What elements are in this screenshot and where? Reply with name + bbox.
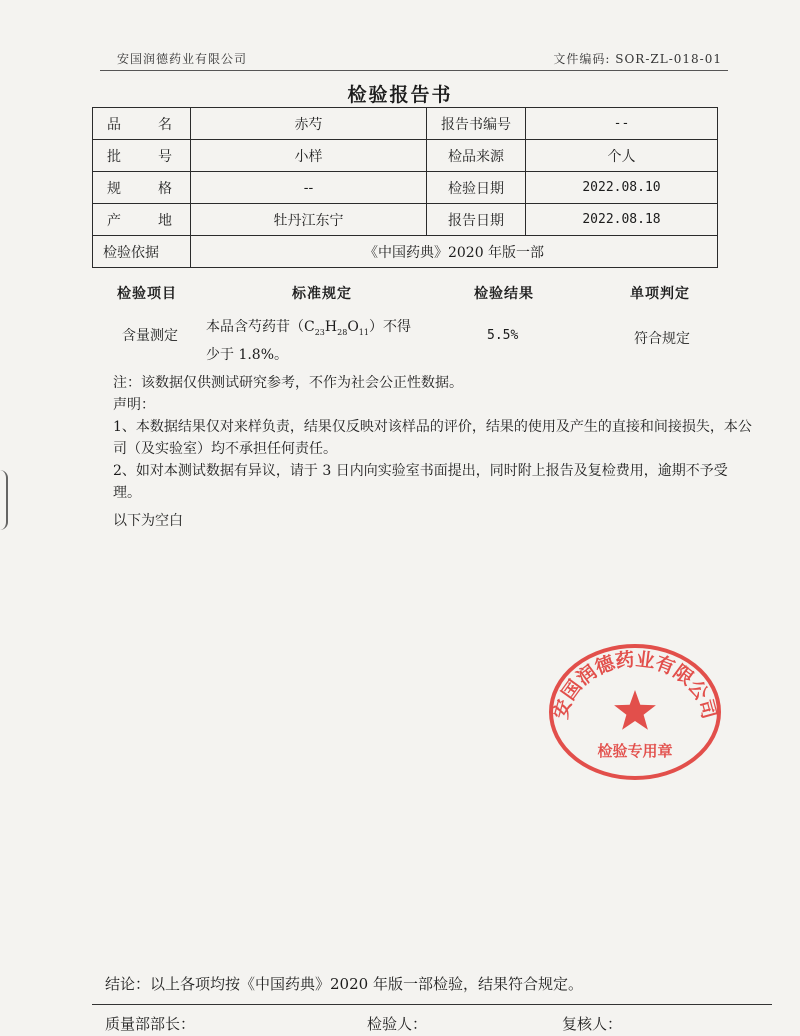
product-label: 品 名	[93, 108, 191, 140]
col-header-item: 检验项目	[117, 286, 177, 302]
result-item: 含量测定	[122, 328, 178, 344]
info-row-spec	[93, 172, 718, 204]
reviewer-signature: 复核人：	[562, 1015, 623, 1033]
inspector-signature: 检验人：	[367, 1015, 428, 1033]
report-date-value: 2022.08.18	[525, 204, 717, 236]
header-divider	[100, 70, 728, 71]
blank-below-note: 以下为空白	[113, 513, 183, 529]
seal-star-icon	[614, 690, 656, 730]
seal-ring-text: 安国润德药业有限公司	[549, 648, 721, 722]
basis-label: 检验依据	[93, 236, 191, 268]
inspection-seal	[545, 632, 725, 782]
col-header-judgement: 单项判定	[630, 286, 690, 302]
report-title: 检验报告书	[347, 84, 453, 106]
result-standard-line2: 少于 1.8%。	[206, 347, 289, 363]
batch-label: 批 号	[93, 140, 191, 172]
origin-label: 产 地	[93, 204, 191, 236]
disclaimer-note: 注：该数据仅供测试研究参考，不作为社会公正性数据。	[113, 375, 463, 391]
spec-value: --	[191, 172, 427, 204]
info-row-batch	[93, 140, 718, 172]
test-date-value: 2022.08.10	[525, 172, 717, 204]
seal-center-text: 检验专用章	[597, 742, 673, 760]
source-label: 检品来源	[426, 140, 525, 172]
col-header-result: 检验结果	[474, 286, 534, 302]
source-value: 个人	[525, 140, 717, 172]
statement-title: 声明：	[113, 397, 155, 413]
product-value: 赤芍	[191, 108, 427, 140]
info-row-basis	[93, 236, 718, 268]
statement-item-2: 2、如对本测试数据有异议，请于 3 日内向实验室书面提出，同时附上报告及复检费用，逾期不予受理。	[113, 463, 728, 501]
basis-value: 《中国药典》2020 年版一部	[191, 236, 718, 268]
report-no-value: --	[525, 108, 717, 140]
conclusion: 结论：以上各项均按《中国药典》2020 年版一部检验，结果符合规定。	[105, 975, 583, 993]
info-row-origin	[93, 204, 718, 236]
statement-item-1: 1、本数据结果仅对来样负责，结果仅反映对该样品的评价，结果的使用及产生的直接和间接损失，本公司（及实验室）均不承担任何责任。	[113, 419, 752, 457]
result-value: 5.5%	[487, 328, 519, 343]
file-number: 文件编码: SOR-ZL-018-01	[553, 52, 722, 66]
report-date-label: 报告日期	[426, 204, 525, 236]
report-no-label: 报告书编号	[426, 108, 525, 140]
test-date-label: 检验日期	[426, 172, 525, 204]
result-judgement: 符合规定	[634, 331, 690, 347]
company-name: 安国润德药业有限公司	[117, 52, 248, 66]
result-standard-line1: 本品含芍药苷$(C_{23}H_{28}O_{11})$不得	[206, 319, 411, 337]
notes-section	[113, 372, 753, 532]
footer-divider	[92, 1004, 772, 1005]
info-row-product	[93, 108, 718, 140]
batch-value: 小样	[191, 140, 427, 172]
page-binding-edge	[0, 470, 8, 530]
col-header-standard: 标准规定	[292, 286, 352, 302]
origin-value: 牡丹江东宁	[191, 204, 427, 236]
qa-head-signature: 质量部部长：	[105, 1015, 196, 1033]
info-table	[92, 107, 718, 268]
spec-label: 规 格	[93, 172, 191, 204]
